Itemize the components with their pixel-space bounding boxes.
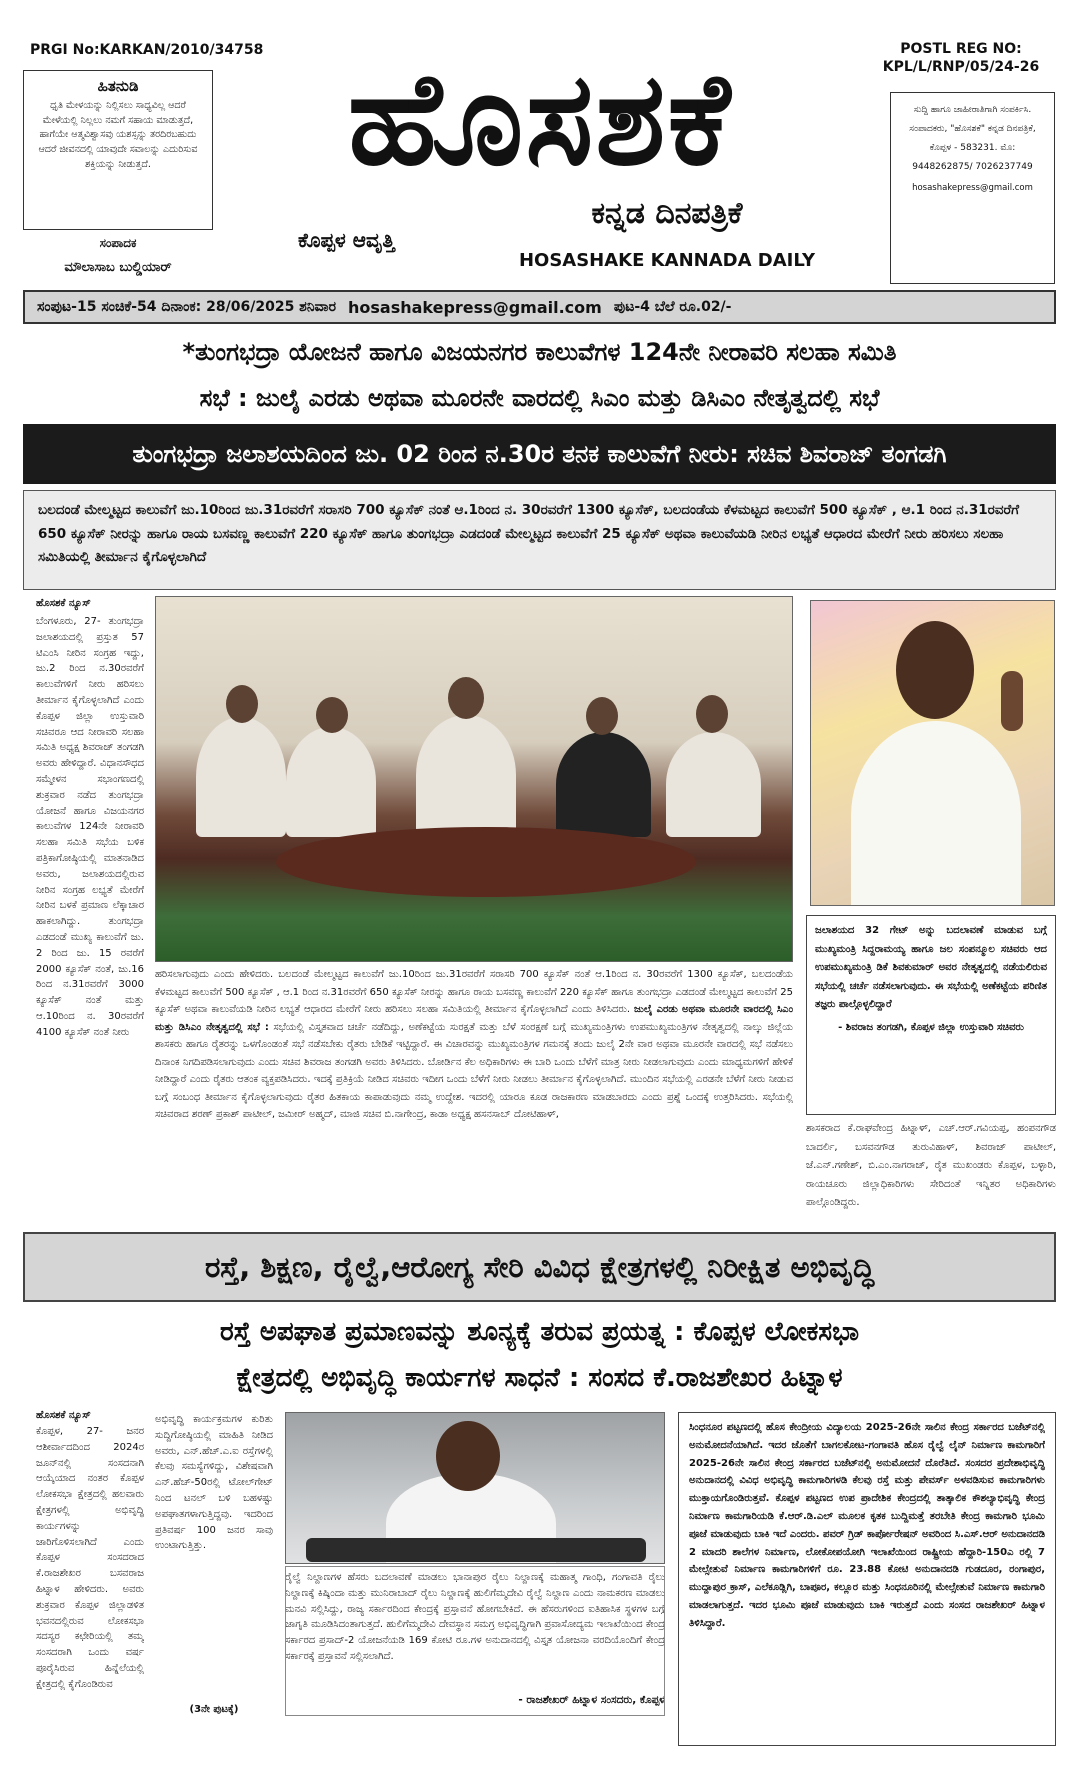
dateline-email: hosashakepress@gmail.com xyxy=(347,297,602,317)
contact-text: ಸುದ್ದಿ ಹಾಗೂ ಜಾಹೀರಾತಿಗಾಗಿ ಸಂಪರ್ಕಿಸಿ. ಸಂಪಾದಕರು, "ಹೊಸಶಕೆ" ಕನ್ನಡ ದಿನಪತ್ರಿಕೆ, ಕೊಪ್ಪಳ - 583231. ಮೊ: 9448262875/ 7026237749 xyxy=(909,105,1036,172)
mp-note-box xyxy=(285,1566,665,1716)
page-price: ಪುಟ-4 ಬೆಲೆ ರೂ.02/- xyxy=(613,299,732,315)
kicker-line-2: ಸಭೆ : ಜುಲೈ ಎರಡು ಅಥವಾ ಮೂರನೇ ವಾರದಲ್ಲಿ ಸಿಎಂ ಮತ್ತು ಡಿಸಿಎಂ ನೇತೃತ್ವದಲ್ಲಿ ಸಭೆ xyxy=(199,383,880,412)
subtitle-kannada: ಕನ್ನಡ ದಿನಪತ್ರಿಕೆ xyxy=(591,196,743,231)
story2-column-2: ಅಭಿವೃದ್ಧಿ ಕಾರ್ಯಕ್ರಮಗಳ ಕುರಿತು ಸುದ್ದಿಗೋಷ್ಠಿಯಲ್ಲಿ ಮಾಹಿತಿ ನೀಡಿದ ಅವರು, ಎನ್.ಹೆಚ್.ಎ.ಐ ರಸ್ತೆಗಳಲ್ಲಿ ಕೆಲವು ಸಮಸ್ಯೆಗಳಿದ್ದು, ವಿಶೇಷವಾಗಿ ಎನ್.ಹೆಚ್-50ರಲ್ಲಿ ಟೋಲ್‌ಗೇಟ್ ನಿಂದ ಟನಲ್ ಬಳಿ ಬಹಳಷ್ಟು ಅಪಘಾತಗಳಾಗುತ್ತಿದ್ದವು. ಇದರಿಂದ ಪ್ರತಿವರ್ಷ 100 ಜನರ ಸಾವು ಉಂಟಾಗುತ್ತಿತ್ತು. xyxy=(155,1414,273,1552)
story2-byline: ಹೊಸಶಕೆ ನ್ಯೂಸ್ xyxy=(36,1410,91,1421)
story2-headline-line2: ಕ್ಷೇತ್ರದಲ್ಲಿ ಅಭಿವೃದ್ಧಿ ಕಾರ್ಯಗಳ ಸಾಧನೆ : ಸಂಸದ ಕೆ.ರಾಜಶೇಖರ ಹಿಟ್ನಾಳ xyxy=(236,1362,843,1393)
hitanudi-title: ಹಿತನುಡಿ xyxy=(97,77,139,95)
story1-main-body xyxy=(155,966,793,1222)
story2-column-3: ರೈಲ್ವೆ ನಿಲ್ದಾಣಗಳ ಹೆಸರು ಬದಲಾವಣೆ ಮಾಡಲು ಭಾನಾಪುರ ರೈಲು ನಿಲ್ದಾಣಕ್ಕೆ ಮಹಾತ್ಮ ಗಾಂಧಿ, ಗಂಗಾವತಿ ರೈಲು ನಿಲ್ದಾಣಕ್ಕೆ ಕಿಷ್ಕಿಂದಾ ಮತ್ತು ಮುನಿರಾಬಾದ್ ರೈಲು ನಿಲ್ದಾಣಕ್ಕೆ ಹುಲಿಗೆಮ್ಮದೇವಿ ರೈಲ್ವೆ ನಿಲ್ದಾಣ ಎಂದು ನಾಮಕರಣ ಮಾಡಲು ಮನವಿ ಸಲ್ಲಿಸಿದ್ದು, ರಾಜ್ಯ ಸರ್ಕಾರದಿಂದ ಕೇಂದ್ರಕ್ಕೆ ಪ್ರಸ್ತಾವನೆ ಹೋಗಬೇಕಿದೆ. ಈ ಹೆಸರುಗಳಿಂದ ಐತಿಹಾಸಿಕ ಸ್ಥಳಗಳ ಬಗ್ಗೆ ಜಾಗೃತಿ ಮೂಡಿಸಿದಂತಾಗುತ್ತದೆ. ಹುಲಿಗೆಮ್ಮದೇವಿ ದೇವಸ್ಥಾನ ಸಮಗ್ರ ಅಭಿವೃದ್ಧಿಗಾಗಿ ಪ್ರವಾಸೋದ್ಯಮ ಇಲಾಖೆಯಿಂದ ಕೇಂದ್ರ ಸರ್ಕಾರದ ಪ್ರಸಾದ್-2 ಯೋಜನೆಯಡಿ 169 ಕೋಟಿ ರೂ.ಗಳ ಅನುದಾನದಲ್ಲಿ ವಿಸ್ತೃತ ಯೋಜನಾ ವರದಿಯೊಂದಿಗೆ ಕೇಂದ್ರ ಸರ್ಕಾರಕ್ಕೆ ಪ್ರಸ್ತಾವನೆ ಸಲ್ಲಿಸಲಾಗಿದೆ. xyxy=(285,1572,665,1662)
prgi-number: PRGI No:KARKAN/2010/34758 xyxy=(30,42,264,58)
issue-date: ಸಂಪುಟ-15 ಸಂಚಿಕೆ-54 ದಿನಾಂಕ: 28/06/2025 ಶನಿವಾರ xyxy=(37,299,336,315)
story2-banner: ರಸ್ತೆ, ಶಿಕ್ಷಣ, ರೈಲ್ವೆ,ಆರೋಗ್ಯ ಸೇರಿ ವಿವಿಧ ಕ್ಷೇತ್ರಗಳಲ್ಲಿ ನಿರೀಕ್ಷಿತ ಅಭಿವೃದ್ಧಿ xyxy=(23,1232,1056,1302)
postal-reg: POSTL REG NO: KPL/L/RNP/05/24-26 xyxy=(882,41,1040,76)
mp-signature: - ರಾಜಶೇಖರ್ ಹಿಟ್ನಾಳ ಸಂಸದರು, ಕೊಪ್ಪಳ xyxy=(518,1694,665,1706)
newspaper-title: ಹೊಸಶಕೆ xyxy=(347,45,733,194)
editor-label: ಸಂಪಾದಕ xyxy=(99,236,137,250)
quote-text: ಜಲಾಶಯದ 32 ಗೇಟ್ ಅನ್ನು ಬದಲಾವಣೆ ಮಾಡುವ ಬಗ್ಗೆ ಮುಖ್ಯಮಂತ್ರಿ ಸಿದ್ದರಾಮಯ್ಯ ಹಾಗೂ ಜಲ ಸಂಪನ್ಮೂಲ ಸಚಿವರು ಆದ ಉಪಮುಖ್ಯಮಂತ್ರಿ ಡಿಕೆ ಶಿವಕುಮಾರ್ ಅವರ ನೇತೃತ್ವದಲ್ಲಿ ನಡೆಯಲಿರುವ ಸಭೆಯಲ್ಲಿ ಚರ್ಚೆ ನಡೆಸಲಾಗುವುದು. ಈ ಸಭೆಯಲ್ಲಿ ಅಣೆಕಟ್ಟೆಯ ಪರಿಣಿತ ತಜ್ಞರು ಪಾಲ್ಗೊಳ್ಳಲಿದ್ದಾರೆ xyxy=(815,925,1047,1010)
story1-kicker xyxy=(23,330,1056,421)
story1-headline: ತುಂಗಭದ್ರಾ ಜಲಾಶಯದಿಂದ ಜು. 02 ರಿಂದ ನ.30ರ ತನಕ ಕಾಲುವೆಗೆ ನೀರು: ಸಚಿವ ಶಿವರಾಜ್ ತಂಗಡಗಿ xyxy=(23,424,1056,484)
edition-label: ಕೊಪ್ಪಳ ಆವೃತ್ತಿ xyxy=(298,228,395,252)
continued-note: (3ನೇ ಪುಟಕ್ಕೆ) xyxy=(189,1704,239,1715)
editor-name: ಮೌಲಾಸಾಬ ಬುಲ್ಡಿಯಾರ್ xyxy=(64,260,172,275)
story1-subhead: ಜುಲೈ ಎರಡು ಅಥವಾ ಮೂರನೇ ವಾರದಲ್ಲಿ ಸಿಎಂ ಮತ್ತು ಡಿಸಿಎಂ ನೇತೃತ್ವದಲ್ಲಿ ಸಭೆ : xyxy=(155,1004,793,1033)
mp-photo xyxy=(285,1412,665,1564)
story2-headline xyxy=(23,1310,1056,1401)
quote-box xyxy=(806,915,1056,1115)
hitanudi-box xyxy=(23,70,213,230)
dateline-bar xyxy=(23,290,1056,324)
story1-left-column: ಬೆಂಗಳೂರು, 27- ತುಂಗಭದ್ರಾ ಜಲಾಶಯದಲ್ಲಿ ಪ್ರಸ್ತುತ 57 ಟಿಎಂಸಿ ನೀರಿನ ಸಂಗ್ರಹ ಇದ್ದು, ಜು.2 ರಿಂದ ನ.30ರವರೆಗೆ ಕಾಲುವೆಗಳಿಗೆ ನೀರು ಹರಿಸಲು ತೀರ್ಮಾನ ಕೈಗೊಳ್ಳಲಾಗಿದೆ ಎಂದು ಕೊಪ್ಪಳ ಜಿಲ್ಲಾ ಉಸ್ತುವಾರಿ ಸಚಿವರೂ ಆದ ನೀರಾವರಿ ಸಲಹಾ ಸಮಿತಿ ಅಧ್ಯಕ್ಷ ಶಿವರಾಜ್ ತಂಗಡಗಿ ಅವರು ಹೇಳಿದ್ದಾರೆ. ವಿಧಾನಸೌಧದ ಸಮ್ಮೇಳನ ಸಭಾಂಗಣದಲ್ಲಿ ಶುಕ್ರವಾರ ನಡೆದ ತುಂಗಭದ್ರಾ ಯೋಜನೆ ಹಾಗೂ ವಿಜಯನಗರ ಕಾಲುವೆಗಳ 124ನೇ ನೀರಾವರಿ ಸಲಹಾ ಸಮಿತಿ ಸಭೆಯ ಬಳಿಕ ಪತ್ರಿಕಾಗೋಷ್ಠಿಯಲ್ಲಿ ಮಾತನಾಡಿದ ಅವರು, ಜಲಾಶಯದಲ್ಲಿರುವ ನೀರಿನ ಸಂಗ್ರಹ ಲಭ್ಯತೆ ಮೇರೆಗೆ ನೀರಿನ ಬಳಕೆ ಪ್ರಮಾಣ ಲೆಕ್ಕಾಚಾರ ಹಾಕಲಾಗಿದ್ದು. ತುಂಗಭದ್ರಾ ಎಡದಂಡೆ ಮುಖ್ಯ ಕಾಲುವೆಗೆ ಜು. 2 ರಿಂದ ಜು. 15 ರವರೆಗೆ 2000 ಕ್ಯೂಸೆಕ್ ನಂತೆ, ಜು.16 ರಿಂದ ನ.31ರವರೆಗೆ 3000 ಕ್ಯೂಸೆಕ್ ನಂತೆ ಮತ್ತು ಆ.10ರಿಂದ ನ. 30ರವರೆಗೆ 4100 ಕ್ಯೂಸೆಕ್ ನಂತೆ ನೀರು xyxy=(36,616,144,1038)
story2-column-1: ಕೊಪ್ಪಳ, 27- ಜನರ ಆಶೀರ್ವಾದದಿಂದ 2024ರ ಜೂನ್‌ನಲ್ಲಿ ಸಂಸದನಾಗಿ ಆಯ್ಕೆಯಾದ ನಂತರ ಕೊಪ್ಪಳ ಲೋಕಸಭಾ ಕ್ಷೇತ್ರದಲ್ಲಿ ಹಲವಾರು ಕ್ಷೇತ್ರಗಳಲ್ಲಿ ಅಭಿವೃದ್ಧಿ ಕಾರ್ಯಗಳನ್ನು ಜಾರಿಗೊಳಿಸಲಾಗಿದೆ ಎಂದು ಕೊಪ್ಪಳ ಸಂಸದರಾದ ಕೆ.ರಾಜಶೇಖರ ಬಸವರಾಜ ಹಿಟ್ನಾಳ ಹೇಳಿದರು. ಅವರು ಶುಕ್ರವಾರ ಕೊಪ್ಪಳ ಜಿಲ್ಲಾಡಳಿತ ಭವನದಲ್ಲಿರುವ ಲೋಕಸಭಾ ಸದಸ್ಯರ ಕಛೇರಿಯಲ್ಲಿ ತಮ್ಮ ಸಂಸದರಾಗಿ ಒಂದು ವರ್ಷ ಪೂರೈಸಿರುವ ಹಿನ್ನೆಲೆಯಲ್ಲಿ ಕ್ಷೇತ್ರದಲ್ಲಿ ಕೈಗೊಂಡಿರುವ xyxy=(36,1426,144,1690)
hitanudi-text: ಧೃತಿ ಮೇಳಯನ್ನು ನಿಲ್ಲಿಸಲು ಸಾಧ್ಯವಿಲ್ಲ ಆದರೆ ಮೇಳೆಯಲ್ಲಿ ನಿಲ್ಲಲು ನಮಗೆ ಸಹಾಯ ಮಾಡುತ್ತದೆ, ಹಾಗೆಯೇ ಆತ್ಮವಿಶ್ವಾಸವು ಯಶಸ್ಸನ್ನು ತರದಿರಬಹುದು ಆದರೆ ಜೀವನದಲ್ಲಿ ಯಾವುದೇ ಸವಾಲನ್ನು ಎದುರಿಸುವ ಶಕ್ತಿಯನ್ನು ನೀಡುತ್ತದೆ. xyxy=(38,100,198,170)
meeting-photo xyxy=(155,596,793,962)
quote-attribution: - ಶಿವರಾಜ ತಂಗಡಗಿ, ಕೊಪ್ಪಳ ಜಿಲ್ಲಾ ಉಸ್ತುವಾರಿ ಸಚಿವರು xyxy=(838,1021,1024,1033)
contact-email: hosashakepress@gmail.com xyxy=(912,182,1033,193)
contact-box xyxy=(890,92,1055,284)
kicker-line-1: *ತುಂಗಭದ್ರಾ ಯೋಜನೆ ಹಾಗೂ ವಿಜಯನಗರ ಕಾಲುವೆಗಳ 124ನೇ ನೀರಾವರಿ ಸಲಹಾ ಸಮಿತಿ xyxy=(182,338,897,366)
subtitle-english: HOSASHAKE KANNADA DAILY xyxy=(518,250,816,271)
story1-deck: ಬಲದಂಡೆ ಮೇಲ್ಮಟ್ಟದ ಕಾಲುವೆಗೆ ಜು.10ರಿಂದ ಜು.31ರವರೆಗೆ ಸರಾಸರಿ 700 ಕ್ಯೂಸೆಕ್ ನಂತೆ ಆ.1ರಿಂದ ನ. 30ರವರೆಗೆ 1300 ಕ್ಯೂಸೆಕ್, ಬಲದಂಡೆಯ ಕೆಳಮಟ್ಟದ ಕಾಲುವೆಗೆ 500 ಕ್ಯೂಸೆಕ್ , ಆ.1 ರಿಂದ ನ.31ರವರೆಗೆ 650 ಕ್ಯೂಸೆಕ್ ನೀರನ್ನು ಹಾಗೂ ರಾಯ ಬಸವಣ್ಣ ಕಾಲುವೆಗೆ 220 ಕ್ಯೂಸೆಕ್ ಹಾಗೂ ತುಂಗಭದ್ರಾ ಎಡದಂಡೆ ಮೇಲ್ಮಟ್ಟದ ಕಾಲುವೆಗೆ 25 ಕ್ಯೂಸೆಕ್ ಅಥವಾ ಕಾಲುವೆಯಡಿ ನೀರಿನ ಲಭ್ಯತೆ ಆಧಾರದ ಮೇರೆಗೆ ನೀರು ಹರಿಸಲು ಸಲಹಾ ಸಮಿತಿಯಲ್ಲಿ ತೀರ್ಮಾನ ಕೈಗೊಳ್ಳಲಾಗಿದೆ xyxy=(23,490,1056,590)
story1-body-part1: ಹರಿಸಲಾಗುವುದು ಎಂದು ಹೇಳಿದರು. ಬಲದಂಡೆ ಮೇಲ್ಮಟ್ಟದ ಕಾಲುವೆಗೆ ಜು.10ರಿಂದ ಜು.31ರವರೆಗೆ ಸರಾಸರಿ 700 ಕ್ಯೂಸೆಕ್ ನಂತೆ ಆ.1ರಿಂದ ನ. 30ರವರೆಗೆ 1300 ಕ್ಯೂಸೆಕ್, ಬಲದಂಡೆಯ ಕೆಳಮಟ್ಟದ ಕಾಲುವೆಗೆ 500 ಕ್ಯೂಸೆಕ್ , ಆ.1 ರಿಂದ ನ.31ರವರೆಗೆ 650 ಕ್ಯೂಸೆಕ್ ನೀರನ್ನು ಹಾಗೂ ರಾಯ ಬಸವಣ್ಣ ಕಾಲುವೆಗೆ 220 ಕ್ಯೂಸೆಕ್ ಹಾಗೂ ತುಂಗಭದ್ರಾ ಎಡದಂಡೆ ಮೇಲ್ಮಟ್ಟದ ಕಾಲುವೆಗೆ 25 ಕ್ಯೂಸೆಕ್ ಅಥವಾ ಕಾಲುವೆಯಡಿ ನೀರಿನ ಲಭ್ಯತೆ ಆಧಾರದ ಮೇರೆಗೆ ನೀರು ಹರಿಸಲು ಸಲಹಾ ಸಮಿತಿಯಲ್ಲಿ ತೀರ್ಮಾನ ಕೈಗೊಳ್ಳಲಾಗಿದೆ ಎಂದು ತಿಳಿಸಿದರು. xyxy=(155,969,793,1015)
story1-byline: ಹೊಸಶಕೆ ನ್ಯೂಸ್ xyxy=(36,598,91,609)
story2-headline-line1: ರಸ್ತೆ ಅಪಘಾತ ಪ್ರಮಾಣವನ್ನು ಶೂನ್ಯಕ್ಕೆ ತರುವ ಪ್ರಯತ್ನ : ಕೊಪ್ಪಳ ಲೋಕಸಭಾ xyxy=(219,1317,860,1347)
story1-right-tail: ಶಾಸಕರಾದ ಕೆ.ರಾಘವೇಂದ್ರ ಹಿಟ್ನಾಳ್, ಎಚ್.ಆರ್.ಗವಿಯಪ್ಪ, ಹಂಪನಗೌಡ ಬಾದರ್ಲಿ, ಬಸವನಗೌಡ ತುರುವಿಹಾಳ್, ಶಿವರಾಜ್ ಪಾಟೀಲ್, ಜೆ.ಎನ್.ಗಣೇಶ್, ಬಿ.ಎಂ.ನಾಗರಾಜ್, ರೈತ ಮುಖಂಡರು ಕೊಪ್ಪಳ, ಬಳ್ಳಾರಿ, ರಾಯಚೂರು ಜಿಲ್ಲಾಧಿಕಾರಿಗಳು ಸೇರಿದಂತೆ ಇನ್ನಿತರ ಅಧಿಕಾರಿಗಳು ಪಾಲ್ಗೊಂಡಿದ್ದರು. xyxy=(806,1123,1056,1208)
story1-body-part2: ಸಭೆಯಲ್ಲಿ ವಿಸ್ತೃತವಾದ ಚರ್ಚೆ ನಡೆದಿದ್ದು, ಅಣೆಕಟ್ಟೆಯ ಸುರಕ್ಷತೆ ಮತ್ತು ಬೆಳೆ ಸಂರಕ್ಷಣೆ ಬಗ್ಗೆ ಮುಖ್ಯಮಂತ್ರಿಗಳು ಉಪಮುಖ್ಯಮಂತ್ರಿಗಳ ನೇತೃತ್ವದಲ್ಲಿ ನಾಲ್ಕು ಜಿಲ್ಲೆಯ ಶಾಸಕರು ಹಾಗೂ ರೈತರನ್ನು ಒಳಗೊಂಡಂತೆ ಸಭೆ ನಡೆಸಬೇಕು ರೈತರು ಬೇಡಿಕೆ ಇಟ್ಟಿದ್ದಾರೆ. ಈ ವಿಚಾರವನ್ನು ಮುಖ್ಯಮಂತ್ರಿಗಳ ಗಮನಕ್ಕೆ ತಂದು ಜುಲೈ 2ನೇ ವಾರ ಅಥವಾ ಮೂರನೇ ವಾರದಲ್ಲಿ ಸಭೆ ನಡೆಸಲು ದಿನಾಂಕ ನಿಗದಿಪಡಿಸಲಾಗುವುದು ಎಂದು ಸಚಿವ ಶಿವರಾಜ ತಂಗಡಗಿ ಅವರು ತಿಳಿಸಿದರು. ಬೋರ್ಡಿನ ಕೆಲ ಅಧಿಕಾರಿಗಳು ಈ ಬಾರಿ ಒಂದು ಬೆಳೆಗೆ ಮಾತ್ರ ನೀರು ನೀಡಲಾಗುವುದು ಎಂದು ಮಾಧ್ಯಮಗಳಿಗೆ ಹೇಳಿಕೆ ನೀಡಿದ್ದಾರೆ ಎಂದು ರೈತರು ಆತಂಕ ವ್ಯಕ್ತಪಡಿಸಿದರು. ಇದಕ್ಕೆ ಪ್ರತಿಕ್ರಿಯೆ ನೀಡಿದ ಸಚಿವರು ಇದೀಗ ಒಂದು ಬೆಳೆಗೆ ನೀರು ನೀಡಲು ತೀರ್ಮಾನ ಕೈಗೊಳ್ಳಲಾಗಿದೆ. ಮುಂದಿನ ಸಭೆಯಲ್ಲಿ ಎರಡನೇ ಬೆಳೆಗೆ ನೀರು ನೀಡುವ ಬಗ್ಗೆ ಸಂಬಂಧ ತೀರ್ಮಾನ ಕೈಗೊಳ್ಳಲಾಗುವುದು ರೈತರ ಹಿತಕಾಯ ಕಾಪಾಡುವುದು ನಮ್ಮ ಉದ್ದೇಶ. ಇದರಲ್ಲಿ ಯಾರೂ ಕೂಡ ರಾಜಕಾರಣ ಮಾಡಬಾರದು ಎಂದು ಪ್ರಶ್ನೆ ಒಂದಕ್ಕೆ ಉತ್ತರಿಸಿದರು. ಸಭೆಯಲ್ಲಿ ಸಚಿವರಾದ ಶರಣ್ ಪ್ರಕಾಶ್ ಪಾಟೀಲ್, ಜಮೀರ್ ಅಹ್ಮದ್, ಮಾಜಿ ಸಚಿವ ಬಿ.ನಾಗೇಂದ್ರ, ಕಾಡಾ ಅಧ್ಯಕ್ಷ ಹಸನಸಾಬ್ ದೋಟಿಹಾಳ್, xyxy=(155,1021,793,1120)
minister-photo xyxy=(810,600,1055,906)
story2-column-4-box xyxy=(678,1412,1056,1746)
story2-column-4: ಸಿಂಧನೂರ ಪಟ್ಟಣದಲ್ಲಿ ಹೊಸ ಕೇಂದ್ರೀಯ ವಿದ್ಯಾಲಯ 2025-26ನೇ ಸಾಲಿನ ಕೇಂದ್ರ ಸರ್ಕಾರದ ಬಜೆಟ್‌ನಲ್ಲಿ ಅನುಮೋದನೆಯಾಗಿದೆ. ಇದರ ಜೊತೆಗೆ ಬಾಗಲಕೋಟ-ಗಂಗಾವತಿ ಹೊಸ ರೈಲ್ವೆ ಲೈನ್ ನಿರ್ಮಾಣ ಕಾಮಗಾರಿಗೆ 2025-26ನೇ ಸಾಲಿನ ಕೇಂದ್ರ ಸರ್ಕಾರದ ಬಜೆಟ್‌ನಲ್ಲಿ ಅನುಮೋದನೆ ದೊರೆತಿದೆ. ಸಂಸದರ ಪ್ರದೇಶಾಭಿವೃದ್ಧಿ ಅನುದಾನದಲ್ಲಿ ವಿವಿಧ ಅಭಿವೃದ್ಧಿ ಕಾಮಗಾರಿಗಳಡಿ ಕೆಲವು ರಸ್ತೆ ಮತ್ತು ಪೇವರ್ಸ್ ಅಳವಡಿಸುವ ಕಾಮಗಾರಿಗಳು ಮುಕ್ತಾಯಗೊಂಡಿರುತ್ತವೆ. ಕೊಪ್ಪಳ ಪಟ್ಟಣದ ಉಪ ಪ್ರಾದೇಶಿಕ ಕೇಂದ್ರದಲ್ಲಿ ತಾತ್ಕಾಲಿಕ ಕೌಶಲ್ಯಾಭಿವೃದ್ಧಿ ಕೇಂದ್ರ ನಿರ್ಮಾಣ ಕಾಮಗಾರಿಯಡಿ ಕೆ.ಆರ್.ಡಿ.ಎಲ್ ಮೂಲಕ ಕೃತಕ ಬುದ್ದಿಮತ್ತೆ ತರಬೇತಿ ಕೇಂದ್ರ ಕಾಮಗಾರಿ ಭೂಮಿ ಪೂಜೆ ಮಾಡುವುದು ಬಾಕಿ ಇದೆ ಎಂದರು. ಪವರ್ ಗ್ರಿಡ್ ಕಾರ್ಪೋರೇಷನ್ ಅವರಿಂದ ಸಿ.ಎಸ್.ಆರ್ ಅನುದಾನದಡಿ 2 ಮಾದರಿ ಶಾಲೆಗಳ ನಿರ್ಮಾಣ, ಲೋಕೋಪಯೋಗಿ ಇಲಾಖೆಯಿಂದ ರಾಷ್ಟ್ರೀಯ ಹೆದ್ದಾರಿ-150ಎ ರಲ್ಲಿ 7 ಮೇಲ್ಸೇತುವೆ ನಿರ್ಮಾಣ ಕಾಮಗಾರಿಗಳಿಗೆ ರೂ. 23.88 ಕೋಟಿ ಅನುದಾನದಡಿ ಗುಡದೂರ, ರಂಗಾಪುರ, ಮುದ್ದಾಪುರ ಕ್ರಾಸ್, ಎಲೆಕೂಡ್ಲಿಗಿ, ಬಾಪೂರ, ಕಲ್ಲೂರ ಮತ್ತು ಸಿಂಧನೂರಿನಲ್ಲಿ ಮೇಲ್ಸೇತುವೆ ನಿರ್ಮಾಣ ಕಾಮಗಾರಿ ಮಾಡಲಾಗುತ್ತದೆ. ಇದರ ಭೂಮಿ ಪೂಜೆ ಮಾಡುವುದು ಬಾಕಿ ಇರುತ್ತದೆ ಎಂದು ಸಂಸದ ರಾಜಶೇಖರ್ ಹಿಟ್ನಾಳ ತಿಳಿಸಿದ್ದಾರೆ. xyxy=(689,1422,1045,1629)
